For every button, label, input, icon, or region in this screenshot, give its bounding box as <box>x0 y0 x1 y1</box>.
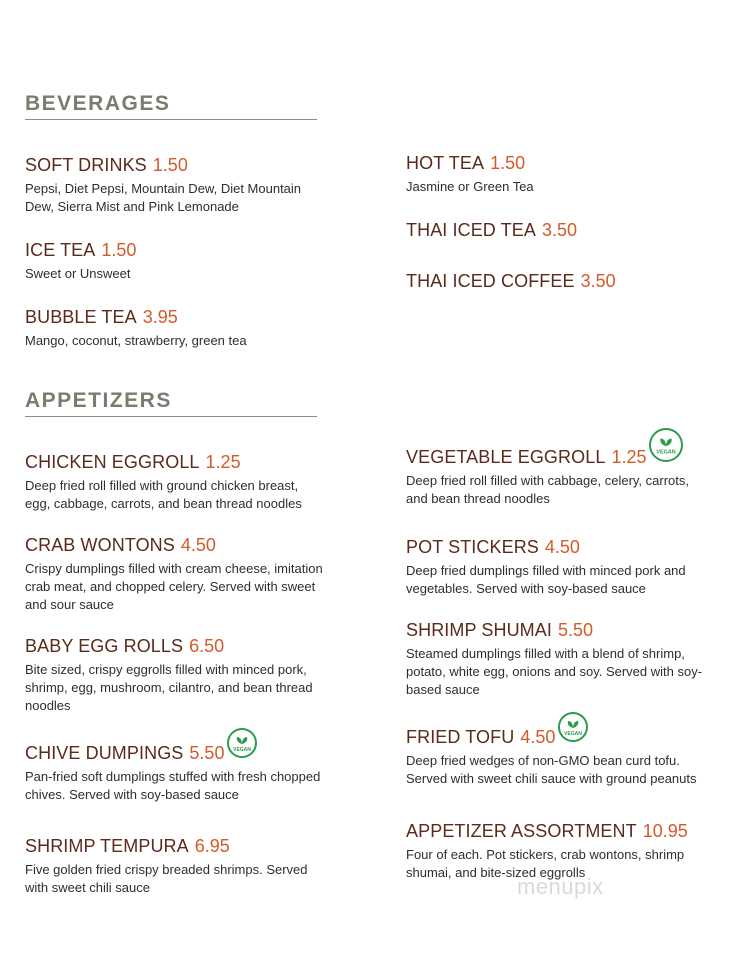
item-description: Steamed dumplings filled with a blend of shrimp, potato, white egg, onions and soy. Served with soy-based sauce <box>406 646 703 697</box>
item-price: 1.50 <box>152 155 188 175</box>
item-price: 3.50 <box>580 271 616 291</box>
item-price: 3.50 <box>542 220 578 240</box>
item-description: Five golden fried crispy breaded shrimps. Served with sweet chili sauce <box>25 862 308 895</box>
item-price: 1.50 <box>490 153 526 173</box>
item-description: Jasmine or Green Tea <box>406 179 534 194</box>
item-price: 6.95 <box>194 836 230 856</box>
menu-item-hot-tea <box>406 153 706 196</box>
item-description: Pan-fried soft dumplings stuffed with fresh chopped chives. Served with soy-based sauce <box>25 769 321 802</box>
item-price: 5.50 <box>189 743 225 763</box>
item-name: SHRIMP TEMPURA <box>25 836 189 856</box>
menu-item-chicken-eggroll <box>25 452 325 513</box>
item-price: 1.25 <box>611 447 647 467</box>
vegan-badge-icon <box>649 428 683 462</box>
svg-text:VEGAN: VEGAN <box>656 449 677 456</box>
item-name: CRAB WONTONS <box>25 535 175 555</box>
item-description: Sweet or Unsweet <box>25 266 131 281</box>
item-description: Deep fried wedges of non-GMO bean curd tofu. Served with sweet chili sauce with ground peanuts <box>406 753 697 786</box>
menu-item-vegetable-eggroll <box>406 434 706 508</box>
item-price: 1.25 <box>205 452 241 472</box>
item-name: SOFT DRINKS <box>25 155 147 175</box>
item-name: ICE TEA <box>25 240 96 260</box>
item-price: 3.95 <box>142 307 178 327</box>
item-description: Bite sized, crispy eggrolls filled with minced pork, shrimp, egg, mushroom, cilantro, and bean thread noodles <box>25 662 313 713</box>
item-name: CHICKEN EGGROLL <box>25 452 200 472</box>
item-name: VEGETABLE EGGROLL <box>406 447 606 467</box>
menu-item-ice-tea <box>25 240 325 283</box>
menu-item-shrimp-shumai <box>406 620 706 699</box>
section-title-beverages: BEVERAGES <box>25 92 317 120</box>
item-description: Crispy dumplings filled with cream cheese, imitation crab meat, and chopped celery. Served with sweet and sour sauce <box>25 561 323 612</box>
svg-text:VEGAN: VEGAN <box>233 747 252 753</box>
menu-item-crab-wontons <box>25 535 325 614</box>
item-description: Deep fried roll filled with cabbage, celery, carrots, and bean thread noodles <box>406 473 689 506</box>
item-price: 10.95 <box>642 821 688 841</box>
svg-text:VEGAN: VEGAN <box>564 731 583 737</box>
menu-item-thai-iced-tea <box>406 220 706 241</box>
menu-item-soft-drinks <box>25 155 325 216</box>
item-description: Pepsi, Diet Pepsi, Mountain Dew, Diet Mountain Dew, Sierra Mist and Pink Lemonade <box>25 181 302 214</box>
item-name: BABY EGG ROLLS <box>25 636 184 656</box>
item-name: SHRIMP SHUMAI <box>406 620 552 640</box>
item-description: Mango, coconut, strawberry, green tea <box>25 333 247 348</box>
menu-item-appetizer-assortment <box>406 821 706 882</box>
vegan-badge-icon <box>227 728 257 758</box>
item-price: 4.50 <box>180 535 216 555</box>
menu-item-baby-egg-rolls <box>25 636 325 715</box>
menu-item-fried-tofu <box>406 718 706 788</box>
item-name: POT STICKERS <box>406 537 539 557</box>
item-description: Four of each. Pot stickers, crab wontons, shrimp shumai, and bite-sized eggrolls <box>406 847 685 880</box>
item-price: 4.50 <box>520 727 556 747</box>
section-title-appetizers: APPETIZERS <box>25 389 317 417</box>
item-name: THAI ICED COFFEE <box>406 271 575 291</box>
item-name: THAI ICED TEA <box>406 220 536 240</box>
menu-item-thai-iced-coffee <box>406 271 706 292</box>
item-name: HOT TEA <box>406 153 485 173</box>
item-name: CHIVE DUMPINGS <box>25 743 184 763</box>
menu-item-bubble-tea <box>25 307 325 350</box>
menu-item-chive-dumpings <box>25 734 325 804</box>
item-price: 5.50 <box>558 620 594 640</box>
item-description: Deep fried dumplings filled with minced pork and vegetables. Served with soy-based sauce <box>406 563 686 596</box>
menu-item-shrimp-tempura <box>25 836 325 897</box>
item-price: 1.50 <box>101 240 137 260</box>
item-name: APPETIZER ASSORTMENT <box>406 821 637 841</box>
menu-item-pot-stickers <box>406 537 706 598</box>
item-name: FRIED TOFU <box>406 727 515 747</box>
item-price: 6.50 <box>189 636 225 656</box>
item-description: Deep fried roll filled with ground chicken breast, egg, cabbage, carrots, and bean thread noodles <box>25 478 302 511</box>
watermark: menupix <box>517 874 604 899</box>
item-name: BUBBLE TEA <box>25 307 137 327</box>
item-price: 4.50 <box>544 537 580 557</box>
vegan-badge-icon <box>558 712 588 742</box>
